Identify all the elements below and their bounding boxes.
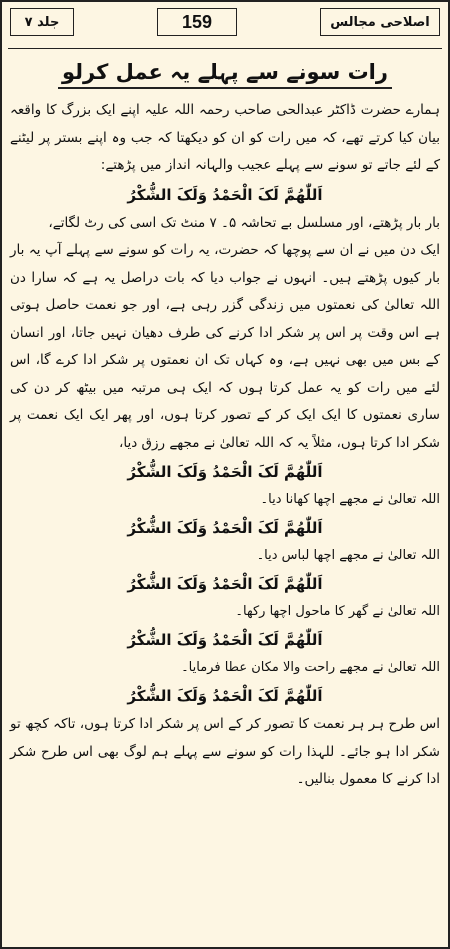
paragraph: ایک دن میں نے ان سے پوچھا کہ حضرت، یہ رات کو سونے سے پہلے آپ یہ بار بار کیوں پڑھتے ہیں۔ انہوں نے جواب دیا کہ بات دراصل یہ ہے کہ سارا دن اللہ تعالیٰ کی نعمتوں میں زندگی گزر رہی ہے، اور جو نعمت حاصل ہوتی ہے اس وقت پر اس پر شکر ادا کرنے کی طرف دھیان نہیں جاتا، اور انسان کے بس میں بھی نہیں ہے، وہ کہاں تک ان نعمتوں پر شکر ادا کرے گا، اس لئے میں رات کو یہ عمل کرتا ہوں کہ ایک ہی مرتبہ میں بیٹھ کر دن کی ساری نعمتوں کا ایک ایک کر کے تصور کرتا ہوں، اور پھر ایک ایک نعمت پر شکر ادا کرتا ہوں، مثلاً یہ کہ اللہ تعالیٰ نے مجھے رزق دیا، xyxy=(10,242,440,451)
dua-line: اَللّٰھُمَّ لَکَ الْحَمْدُ وَلَکَ الشُّکْرُ xyxy=(127,519,323,537)
paragraph: ہمارے حضرت ڈاکٹر عبدالحی صاحب رحمہ اللہ علیہ اپنے ایک بزرگ کا واقعہ بیان کیا کرتے تھے، کہ میں رات کو ان کو دیکھتا کہ جب وہ اپنے بستر پر لیٹنے کے لئے جاتے تو سونے سے پہلے عجیب والہانہ انداز میں پڑھتے: xyxy=(10,102,440,173)
blessing-line: اللہ تعالیٰ نے گھر کا ماحول اچھا رکھا۔ xyxy=(235,604,440,619)
blessing-line: اللہ تعالیٰ نے مجھے راحت والا مکان عطا فرمایا۔ xyxy=(181,660,440,675)
section-heading: رات سونے سے پہلے یہ عمل کرلو xyxy=(58,60,392,89)
page-header xyxy=(2,2,448,42)
dua-line: اَللّٰھُمَّ لَکَ الْحَمْدُ وَلَکَ الشُّکْرُ xyxy=(127,631,323,649)
dua-line: اَللّٰھُمَّ لَکَ الْحَمْدُ وَلَکَ الشُّکْرُ xyxy=(127,463,323,481)
blessing-line: اللہ تعالیٰ نے مجھے اچھا لباس دیا۔ xyxy=(256,548,440,563)
page-content xyxy=(10,56,440,943)
paragraph: بار بار پڑھتے، اور مسلسل بے تحاشہ ۵۔ ۷ منٹ تک اسی کی رٹ لگاتے، xyxy=(48,214,440,231)
paragraph: اس طرح ہر ہر نعمت کا تصور کر کے اس پر شکر ادا کرتا ہوں، تاکہ کچھ تو شکر ادا ہو جائے۔ للہذا رات کو سونے سے پہلے ہم لوگ بھی اس طرح شکر ادا کرنے کا معمول بنالیں۔ xyxy=(10,716,440,787)
book-title: اصلاحی مجالس xyxy=(320,8,440,36)
header-divider xyxy=(8,48,442,49)
heading-wrap xyxy=(10,60,440,89)
volume-label: جلد ۷ xyxy=(10,8,74,36)
page-number: 159 xyxy=(157,8,237,36)
dua-line: اَللّٰھُمَّ لَکَ الْحَمْدُ وَلَکَ الشُّکْرُ xyxy=(127,687,323,705)
dua-line: اَللّٰھُمَّ لَکَ الْحَمْدُ وَلَکَ الشُّکْرُ xyxy=(127,575,323,593)
dua-line: اَللّٰھُمَّ لَکَ الْحَمْدُ وَلَکَ الشُّکْرُ xyxy=(127,185,323,204)
blessing-line: اللہ تعالیٰ نے مجھے اچھا کھانا دیا۔ xyxy=(260,492,440,507)
